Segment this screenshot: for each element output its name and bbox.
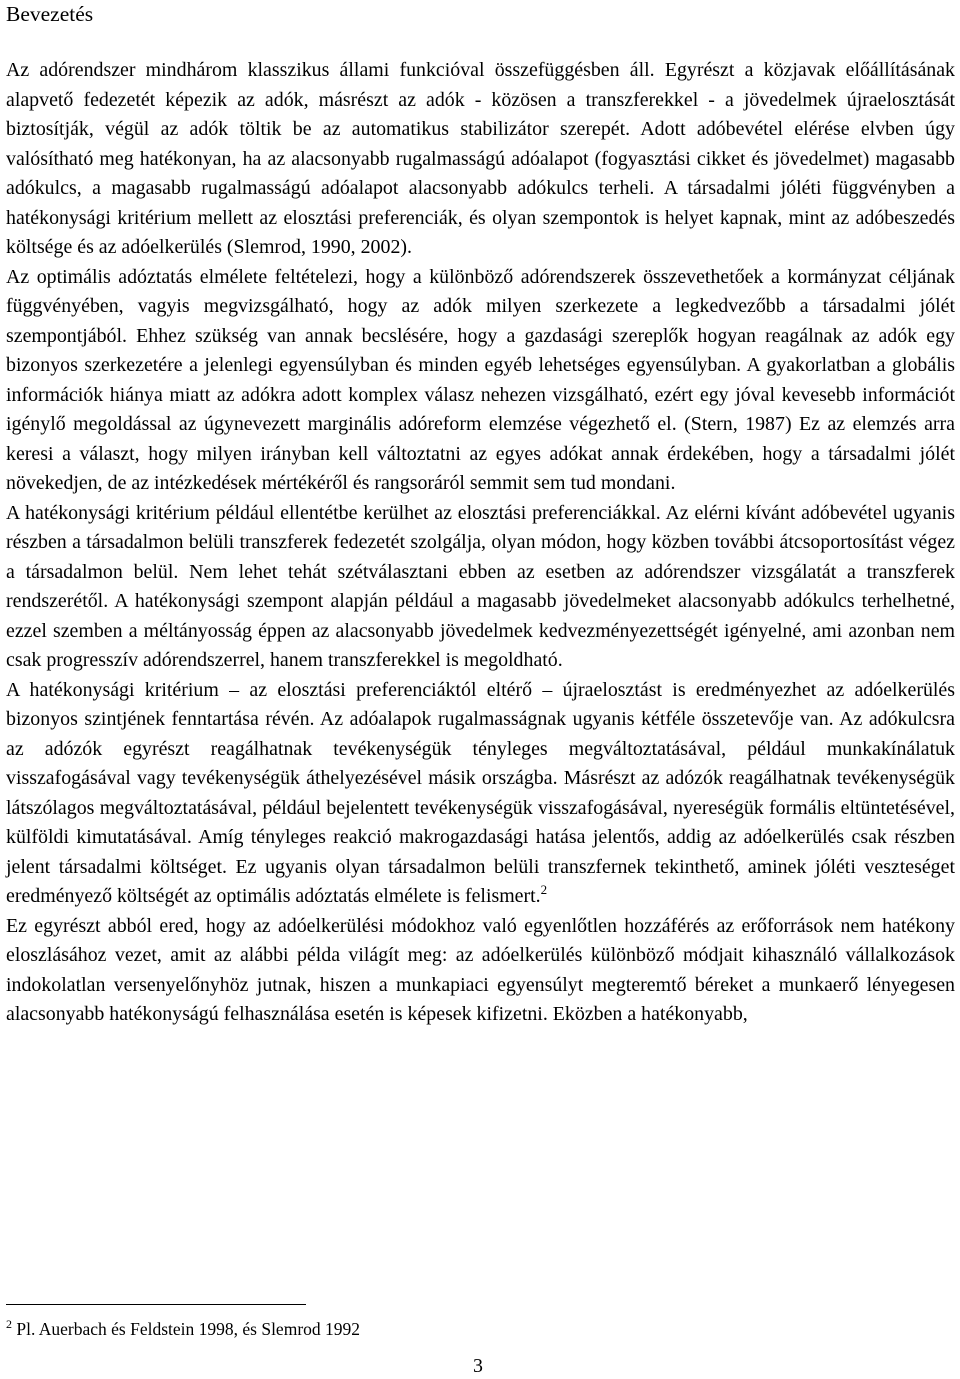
paragraph-5-text: Ez egyrészt abból ered, hogy az adóelkerülési módokhoz való egyenlőtlen hozzáférés az erőforrások nem hatékony eloszlásához vezet, amit az alábbi példa világít meg: az adóelkerülés különböző módjait kihasználó vállalkozások indokolatlan versenyelőnyhöz jutnak, hiszen a munkapiaci egyensúlyt megteremtő béreket a munkaerő lényegesen alacsonyabb hatékonyságú felhasználása esetén is képesek kifizetni. Eközben a hatékonyabb, — [6, 914, 955, 1025]
footnote-marker: 2 — [6, 1317, 12, 1331]
paragraph-1 — [6, 56, 955, 263]
footnote — [6, 1318, 360, 1340]
body-text — [6, 56, 955, 1030]
footnote-reference[interactable]: 2 — [540, 882, 548, 897]
page-number: 3 — [473, 1355, 483, 1377]
footnote-separator — [6, 1304, 306, 1305]
paragraph-5 — [6, 912, 955, 1030]
paragraph-3-text: A hatékonysági kritérium például ellentétbe kerülhet az elosztási preferenciákkal. Az elérni kívánt adóbevétel ugyanis részben a társadalmon belüli transzferek fedezetét szolgálja, olyan módon, hogy közben további átcsoportosítást végez a társadalmon belül. Nem lehet tehát szétválasztani ebben az esetben az adórendszer vizsgálatát a transzferek rendszerétől. A hatékonysági szempont alapján például a magasabb jövedelmeket alacsonyabb adókulcs terhelhetné, ezzel szemben a méltányosság éppen az alacsonyabb jövedelmek kedvezményezettségét igényelné, ami azonban nem csak progresszív adórendszerrel, hanem transzferekkel is megoldható. — [6, 501, 955, 671]
paragraph-3 — [6, 499, 955, 676]
paragraph-2 — [6, 263, 955, 499]
footnote-text: Pl. Auerbach és Feldstein 1998, és Slemrod 1992 — [12, 1319, 361, 1339]
section-heading: Bevezetés — [6, 2, 94, 26]
paragraph-4-text: A hatékonysági kritérium – az elosztási preferenciáktól eltérő – újraelosztást is eredményezhet az adóelkerülés bizonyos szintjének fenntartása révén. Az adóalapok rugalmasságnak ugyanis kétféle összetevője van. Az adókulcsra az adózók egyrészt reagálhatnak tevékenységük tényleges megváltoztatásával, például munkakínálatuk visszafogásával vagy tevékenységük áthelyezésével másik országba. Másrészt az adózók reagálhatnak tevékenységük látszólagos megváltoztatásával, például bejelentett tevékenységük visszafogásával, nyereségük formális eltüntetésével, külföldi kimutatásával. Amíg tényleges reakció makrogazdasági hatása jelentős, addig az adóelkerülés csak részben jelent társadalmi költséget. Ez ugyanis olyan társadalmon belüli transzfernek tekinthető, aminek jóléti veszteséget eredményező költségét az optimális adóztatás elmélete is felismert. — [6, 678, 955, 907]
paragraph-2-text: Az optimális adóztatás elmélete feltételezi, hogy a különböző adórendszerek összevethetőek a kormányzat céljának függvényében, vagyis megvizsgálható, hogy az adók milyen szerkezete a legkedvezőbb a társadalmi jólét szempontjából. Ehhez szükség van annak becslésére, hogy a gazdasági szereplők hogyan reagálnak az adók egy bizonyos szerkezetére a jelenlegi egyensúlyban és minden egyéb lehetséges egyensúlyban. A gyakorlatban a globális információk hiánya miatt az adókra adott komplex válasz nehezen vizsgálható, ezért egy jóval kevesebb információt igénylő megoldással az úgynevezett marginális adóreform elemzése végezhető el. (Stern, 1987) Ez az elemzés arra keresi a választ, hogy milyen irányban kell változtatni az egyes adókat annak érdekében, hogy a társadalmi jólét növekedjen, de az intézkedések mértékéről és rangsoráról semmit sem tud mondani. — [6, 265, 955, 494]
document-page — [6, 0, 955, 1379]
paragraph-1-text: Az adórendszer mindhárom klasszikus állami funkcióval összefüggésben áll. Egyrészt a közjavak előállításának alapvető fedezetét képezik az adók, másrészt az adók - közösen a transzferekkel - a jövedelmek újraelosztását biztosítják, végül az adók töltik be az automatikus stabilizátor szerepét. Adott adóbevétel elérése elvben úgy valósítható meg hatékonyan, ha az alacsonyabb rugalmasságú adóalapot (fogyasztási cikket és jövedelmet) magasabb adókulcs, a magasabb rugalmasságú adóalapot alacsonyabb adókulcs terheli. A társadalmi jóléti függvényben a hatékonysági kritérium mellett az elosztási preferenciák, és olyan szempontok is helyet kapnak, mint az adóbeszedés költsége és az adóelkerülés (Slemrod, 1990, 2002). — [6, 59, 955, 258]
paragraph-4 — [6, 676, 955, 912]
